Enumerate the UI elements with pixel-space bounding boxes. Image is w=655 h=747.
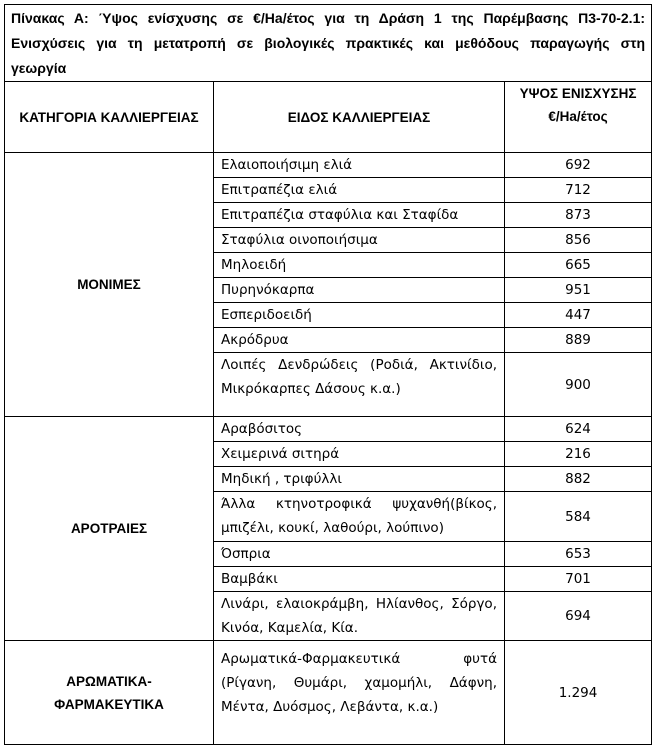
crop-type-cell	[214, 492, 505, 542]
crop-type-line: Ελαιοποιήσιμη ελιά	[221, 157, 353, 173]
crop-type-cell	[214, 228, 505, 253]
table-row	[5, 641, 652, 745]
amount-cell: 624	[505, 417, 652, 442]
amount-cell: 653	[505, 542, 652, 567]
amount-cell: 951	[505, 278, 652, 303]
crop-type-line: Μέντα, Δυόσμος, Λεβάντα, κ.α.)	[221, 699, 439, 715]
header-category: ΚΑΤΗΓΟΡΙΑ ΚΑΛΛΙΕΡΓΕΙΑΣ	[5, 82, 214, 153]
crop-type-cell	[214, 353, 505, 417]
crop-type-cell	[214, 253, 505, 278]
amount-cell: 1.294	[505, 641, 652, 745]
crop-type-line: Εσπεριδοειδή	[221, 307, 312, 323]
crop-type-line: Επιτραπέζια ελιά	[221, 182, 338, 198]
amount-cell: 882	[505, 467, 652, 492]
crop-type-cell	[214, 203, 505, 228]
amount-cell: 216	[505, 442, 652, 467]
header-row	[5, 82, 652, 153]
category-cell: ΜΟΝΙΜΕΣ	[5, 153, 214, 417]
amount-cell: 889	[505, 328, 652, 353]
crop-type-line: Επιτραπέζια σταφύλια και Σταφίδα	[221, 207, 459, 223]
title-row	[5, 5, 652, 82]
crop-type-line: Μηλοειδή	[221, 257, 287, 273]
crop-type-line: μπιζέλι, κουκί, λαθούρι, λούπινο)	[221, 520, 444, 536]
crop-type-line: Όσπρια	[221, 546, 271, 562]
amount-cell: 712	[505, 178, 652, 203]
amount-cell: 584	[505, 492, 652, 542]
header-amount-unit: €/Ha/έτος	[548, 109, 608, 124]
header-crop-type: ΕΙΔΟΣ ΚΑΛΛΙΕΡΓΕΙΑΣ	[214, 82, 505, 153]
amount-cell: 447	[505, 303, 652, 328]
amount-cell: 701	[505, 567, 652, 592]
crop-type-line: Πυρηνόκαρπα	[221, 282, 315, 298]
crop-type-line: Μηδική , τριφύλλι	[221, 471, 342, 487]
crop-type-line: Λινάρι, ελαιοκράμβη, Ηλίανθος, Σόργο,	[221, 596, 497, 612]
crop-type-line: Σταφύλια οινοποιήσιμα	[221, 232, 378, 248]
amount-cell: 665	[505, 253, 652, 278]
crop-type-cell	[214, 567, 505, 592]
amount-cell: 692	[505, 153, 652, 178]
category-cell: ΑΡΟΤΡΑΙΕΣ	[5, 417, 214, 641]
support-amount-table	[4, 4, 652, 745]
crop-type-cell	[214, 641, 505, 745]
crop-type-line: Αραβόσιτος	[221, 421, 303, 437]
crop-type-cell	[214, 542, 505, 567]
table-title-line: γεωργία	[11, 60, 67, 76]
table-title	[5, 5, 652, 82]
amount-cell: 856	[505, 228, 652, 253]
amount-cell: 694	[505, 592, 652, 641]
crop-type-cell	[214, 303, 505, 328]
header-amount-label: ΥΨΟΣ ΕΝΙΣΧΥΣΗΣ	[519, 86, 637, 101]
table-row	[5, 153, 652, 178]
crop-type-line: Κινόα, Καμελία, Κία.	[221, 620, 358, 636]
crop-type-cell	[214, 328, 505, 353]
crop-type-line: Μικρόκαρπες Δάσους κ.α.)	[221, 381, 401, 397]
crop-type-cell	[214, 417, 505, 442]
category-cell: ΑΡΩΜΑΤΙΚΑ-ΦΑΡΜΑΚΕΥΤΙΚΑ	[5, 641, 214, 745]
crop-type-line: (Ρίγανη, Θυμάρι, χαμομήλι, Δάφνη,	[221, 675, 497, 691]
crop-type-cell	[214, 467, 505, 492]
crop-type-line: Λοιπές Δενδρώδεις (Ροδιά, Ακτινίδιο,	[221, 357, 497, 373]
header-amount	[505, 82, 652, 153]
table-title-line: Ενισχύσεις για τη μετατροπή σε βιολογικές πρακτικές και μεθόδους παραγωγής στη	[11, 35, 646, 51]
crop-type-line: Ακρόδρυα	[221, 332, 289, 348]
crop-type-line: Αρωματικά-Φαρμακευτικά φυτά	[221, 651, 497, 667]
crop-type-cell	[214, 178, 505, 203]
crop-type-cell	[214, 592, 505, 641]
crop-type-line: Βαμβάκι	[221, 571, 278, 587]
crop-type-line: Άλλα κτηνοτροφικά ψυχανθή(βίκος,	[221, 496, 497, 512]
table-row	[5, 417, 652, 442]
table-title-line: Πίνακας Α: Ύψος ενίσχυσης σε €/Ha/έτος για τη Δράση 1 της Παρέμβασης Π3-70-2.1:	[11, 10, 646, 26]
crop-type-line: Χειμερινά σιτηρά	[221, 446, 340, 462]
crop-type-cell	[214, 153, 505, 178]
crop-type-cell	[214, 278, 505, 303]
amount-cell: 873	[505, 203, 652, 228]
amount-cell: 900	[505, 353, 652, 417]
crop-type-cell	[214, 442, 505, 467]
